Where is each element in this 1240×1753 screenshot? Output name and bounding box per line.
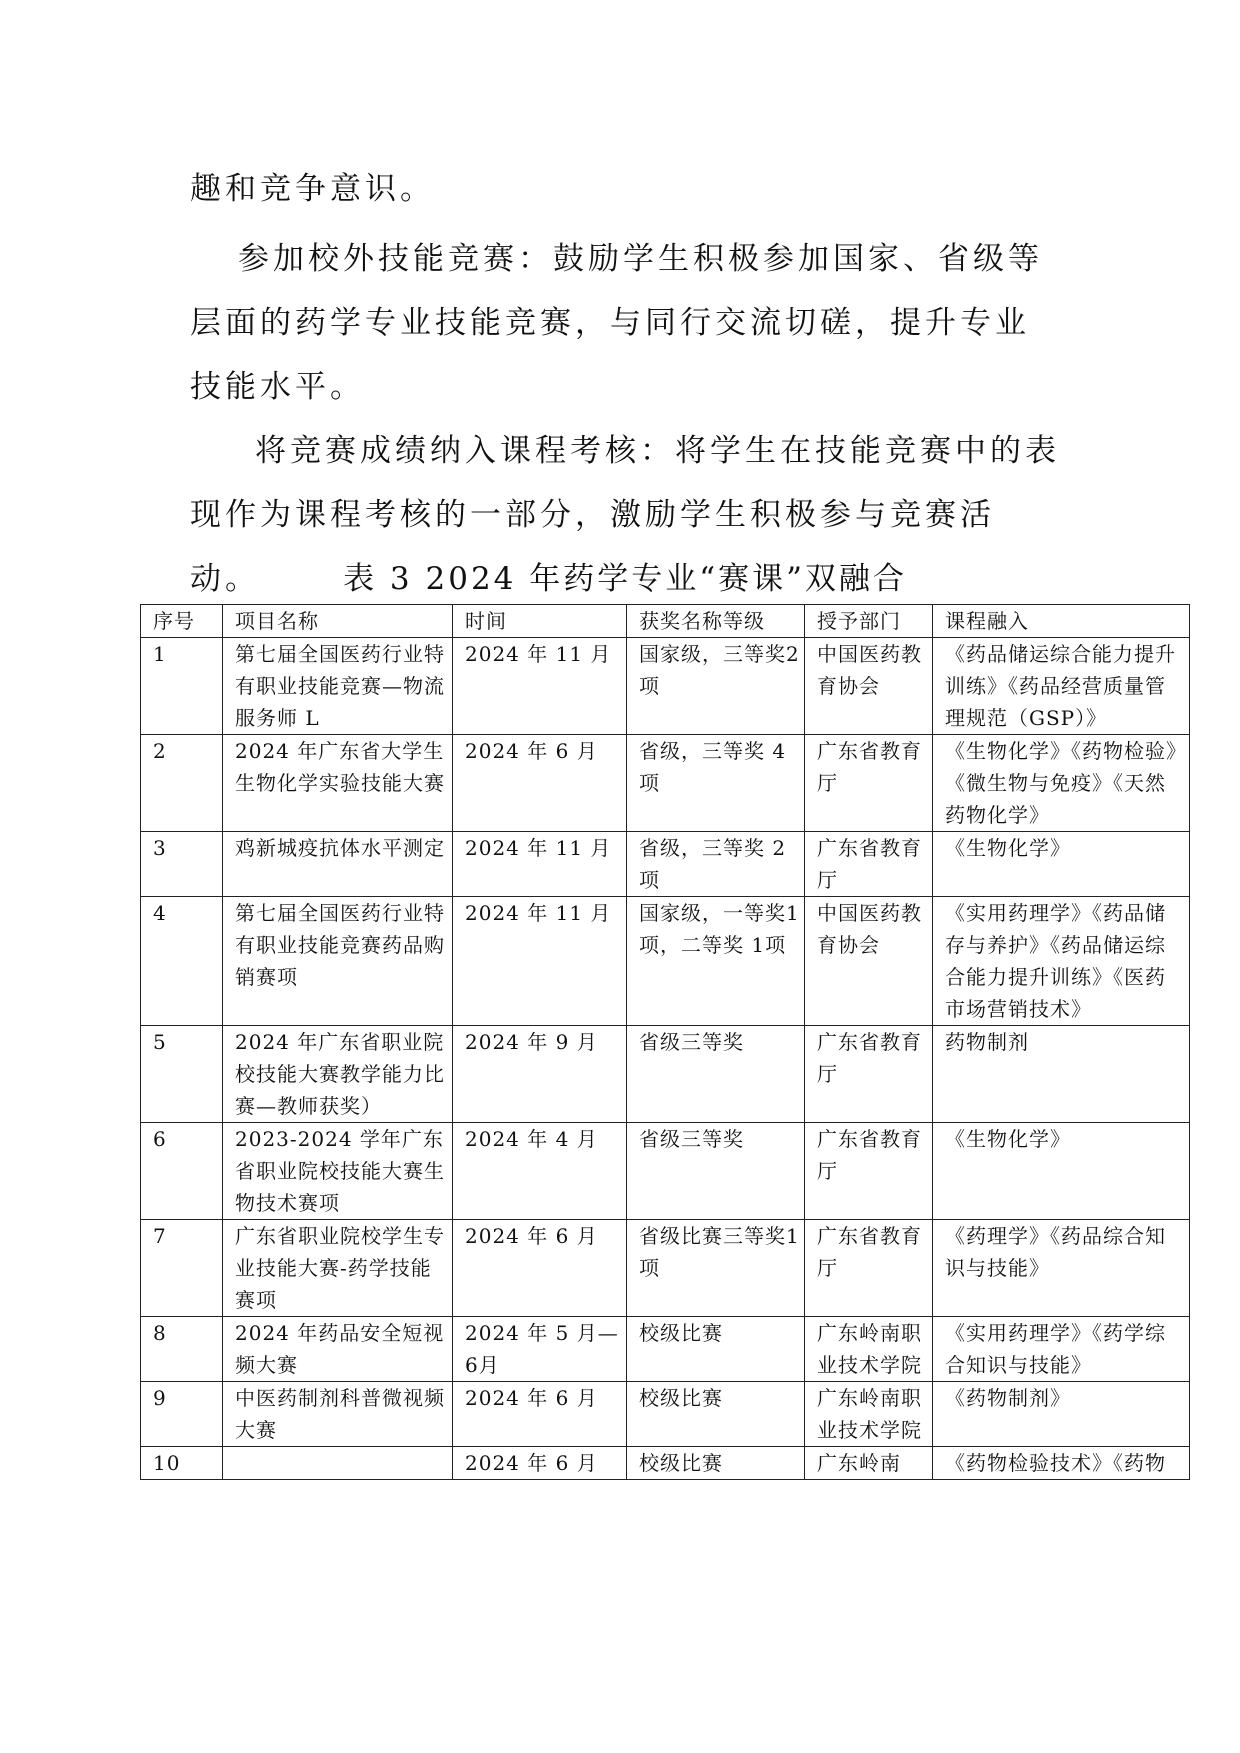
cell-course: 《药物制剂》 bbox=[933, 1382, 1190, 1447]
cell-project: 中医药制剂科普微视频大赛 bbox=[223, 1382, 453, 1447]
cell-department: 广东岭南职业技术学院 bbox=[805, 1382, 933, 1447]
cell-award: 省级，三等奖 4项 bbox=[627, 735, 805, 832]
header-project: 项目名称 bbox=[223, 605, 453, 638]
cell-index: 9 bbox=[141, 1382, 223, 1447]
cell-index: 10 bbox=[141, 1447, 223, 1480]
cell-course: 《药物检验技术》《药物 bbox=[933, 1447, 1190, 1480]
table-row bbox=[141, 1123, 1190, 1220]
table-row bbox=[141, 1026, 1190, 1123]
cell-project: 广东省职业院校学生专业技能大赛-药学技能赛项 bbox=[223, 1220, 453, 1317]
cell-award: 省级，三等奖 2项 bbox=[627, 832, 805, 897]
cell-index: 1 bbox=[141, 638, 223, 735]
cell-index: 2 bbox=[141, 735, 223, 832]
header-index: 序号 bbox=[141, 605, 223, 638]
cell-index: 5 bbox=[141, 1026, 223, 1123]
cell-time: 2024 年 6 月 bbox=[453, 735, 627, 832]
table-row bbox=[141, 638, 1190, 735]
cell-index: 6 bbox=[141, 1123, 223, 1220]
table-row bbox=[141, 1317, 1190, 1382]
cell-course: 《生物化学》 bbox=[933, 1123, 1190, 1220]
header-time: 时间 bbox=[453, 605, 627, 638]
cell-course: 《药理学》《药品综合知识与技能》 bbox=[933, 1220, 1190, 1317]
cell-project: 鸡新城疫抗体水平测定 bbox=[223, 832, 453, 897]
cell-time: 2024 年 11 月 bbox=[453, 832, 627, 897]
cell-index: 7 bbox=[141, 1220, 223, 1317]
cell-award: 国家级，三等奖2 项 bbox=[627, 638, 805, 735]
cell-award: 校级比赛 bbox=[627, 1317, 805, 1382]
table-row bbox=[141, 832, 1190, 897]
cell-award: 国家级，一等奖1 项，二等奖 1项 bbox=[627, 897, 805, 1026]
cell-time: 2024 年 4 月 bbox=[453, 1123, 627, 1220]
cell-department: 中国医药教育协会 bbox=[805, 897, 933, 1026]
cell-project: 2024 年广东省职业院校技能大赛教学能力比赛—教师获奖） bbox=[223, 1026, 453, 1123]
cell-index: 3 bbox=[141, 832, 223, 897]
paragraph-3: 将竞赛成绩纳入课程考核：将学生在技能竞赛中的表现作为课程考核的一部分，激励学生积极参与竞赛活动。 bbox=[190, 433, 1060, 597]
cell-department: 广东省教育厅 bbox=[805, 1026, 933, 1123]
competition-table bbox=[140, 604, 1190, 1480]
cell-course: 《实用药理学》《药品储存与养护》《药品储运综合能力提升训练》《医药市场营销技术》 bbox=[933, 897, 1190, 1026]
cell-time: 2024 年 6 月 bbox=[453, 1220, 627, 1317]
cell-department: 广东岭南 bbox=[805, 1447, 933, 1480]
cell-course: 药物制剂 bbox=[933, 1026, 1190, 1123]
cell-time: 2024 年 6 月 bbox=[453, 1447, 627, 1480]
cell-department: 广东省教育厅 bbox=[805, 832, 933, 897]
cell-index: 8 bbox=[141, 1317, 223, 1382]
cell-award: 省级三等奖 bbox=[627, 1026, 805, 1123]
cell-award: 校级比赛 bbox=[627, 1382, 805, 1447]
cell-time: 2024 年 6 月 bbox=[453, 1382, 627, 1447]
table-row bbox=[141, 1447, 1190, 1480]
table-row bbox=[141, 735, 1190, 832]
paragraph-1: 趣和竞争意识。 bbox=[190, 171, 435, 207]
cell-department: 广东省教育厅 bbox=[805, 1220, 933, 1317]
table-row bbox=[141, 897, 1190, 1026]
cell-course: 《实用药理学》《药学综合知识与技能》 bbox=[933, 1317, 1190, 1382]
cell-time: 2024 年 11 月 bbox=[453, 897, 627, 1026]
table-caption: 表 3 2024 年药学专业“赛课”双融合 bbox=[343, 561, 907, 597]
cell-department: 广东岭南职业技术学院 bbox=[805, 1317, 933, 1382]
cell-department: 中国医药教育协会 bbox=[805, 638, 933, 735]
cell-course: 《药品储运综合能力提升训练》《药品经营质量管理规范（GSP）》 bbox=[933, 638, 1190, 735]
cell-time: 2024 年 11 月 bbox=[453, 638, 627, 735]
cell-award: 校级比赛 bbox=[627, 1447, 805, 1480]
cell-project bbox=[223, 1447, 453, 1480]
cell-course: 《生物化学》《药物检验》《微生物与免疫》《天然药物化学》 bbox=[933, 735, 1190, 832]
header-course: 课程融入 bbox=[933, 605, 1190, 638]
cell-time: 2024 年 5 月—6月 bbox=[453, 1317, 627, 1382]
cell-course: 《生物化学》 bbox=[933, 832, 1190, 897]
cell-project: 2024 年药品安全短视频大赛 bbox=[223, 1317, 453, 1382]
header-department: 授予部门 bbox=[805, 605, 933, 638]
cell-department: 广东省教育厅 bbox=[805, 735, 933, 832]
table-header-row bbox=[141, 605, 1190, 638]
cell-department: 广东省教育厅 bbox=[805, 1123, 933, 1220]
header-award: 获奖名称等级 bbox=[627, 605, 805, 638]
table-row bbox=[141, 1382, 1190, 1447]
cell-project: 第七届全国医药行业特有职业技能竞赛药品购销赛项 bbox=[223, 897, 453, 1026]
cell-index: 4 bbox=[141, 897, 223, 1026]
cell-project: 2023-2024 学年广东省职业院校技能大赛生物技术赛项 bbox=[223, 1123, 453, 1220]
cell-time: 2024 年 9 月 bbox=[453, 1026, 627, 1123]
cell-award: 省级比赛三等奖1 项 bbox=[627, 1220, 805, 1317]
table-row bbox=[141, 1220, 1190, 1317]
cell-project: 2024 年广东省大学生生物化学实验技能大赛 bbox=[223, 735, 453, 832]
cell-award: 省级三等奖 bbox=[627, 1123, 805, 1220]
paragraph-2: 参加校外技能竞赛：鼓励学生积极参加国家、省级等层面的药学专业技能竞赛，与同行交流切磋，提升专业技能水平。 bbox=[190, 241, 1043, 405]
cell-project: 第七届全国医药行业特有职业技能竞赛—物流服务师 L bbox=[223, 638, 453, 735]
